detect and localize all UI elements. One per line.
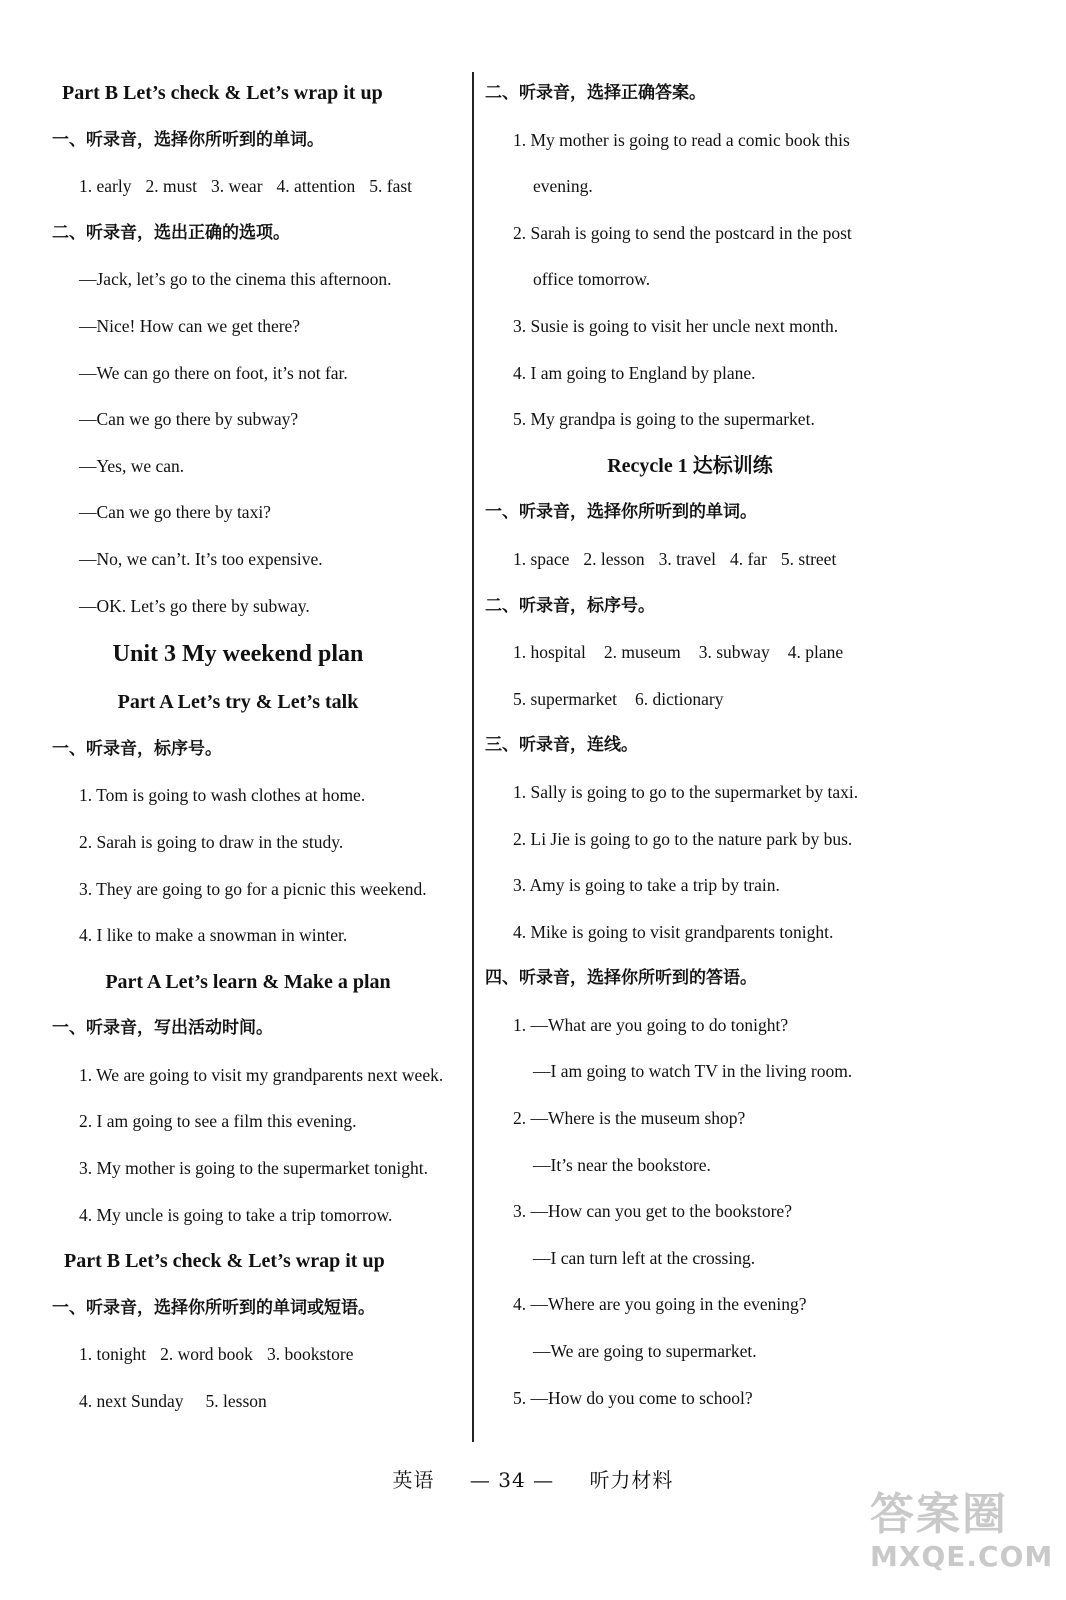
dialogue-line: 4. —Where are you going in the evening?	[513, 1294, 807, 1315]
sentence-item: 1. We are going to visit my grandparents next week.	[79, 1064, 444, 1085]
footer-label: 听力材料	[589, 1468, 674, 1492]
question-heading: 三、听录音，连线。	[485, 735, 638, 756]
section-title: Part B Let’s check & Let’s wrap it up	[62, 82, 383, 104]
dialogue-line: —Nice! How can we get there?	[79, 315, 301, 336]
dialogue-answer: —I can turn left at the crossing.	[533, 1247, 756, 1268]
section-title: Part A Let’s learn & Make a plan	[105, 970, 391, 993]
dialogue-line: —OK. Let’s go there by subway.	[79, 595, 310, 616]
word-item: 5. fast	[369, 176, 413, 197]
dialogue-answer: —It’s near the bookstore.	[533, 1154, 711, 1175]
question-heading: 一、听录音，选择你所听到的单词。	[485, 502, 757, 523]
right-column	[485, 70, 925, 1421]
dialogue-line: 1. —What are you going to do tonight?	[513, 1014, 789, 1035]
watermark-logo-icon: 答案圈	[870, 1489, 1008, 1540]
dialogue-answer: —We are going to supermarket.	[533, 1341, 757, 1362]
word-item: 1. space	[513, 548, 570, 569]
dialogue-answer: —I am going to watch TV in the living room.	[533, 1061, 853, 1082]
word-item: 1. early	[79, 176, 132, 197]
dialogue-line: —Yes, we can.	[79, 455, 185, 476]
page-number: — 34 —	[469, 1468, 555, 1492]
word-item: 1. hospital	[513, 642, 586, 663]
watermark	[870, 1488, 1054, 1588]
sentence-item: 3. Amy is going to take a trip by train.	[513, 875, 780, 896]
sentence-item: 5. My grandpa is going to the supermarket.	[513, 409, 815, 430]
question-heading: 一、听录音，写出活动时间。	[52, 1018, 273, 1039]
left-column	[52, 70, 464, 1425]
sentence-item: 1. My mother is going to read a comic book this	[513, 129, 850, 150]
question-heading: 四、听录音，选择你所听到的答语。	[485, 968, 757, 989]
sentence-item: 4. I like to make a snowman in winter.	[79, 925, 348, 946]
sentence-item: 2. I am going to see a film this evening.	[79, 1111, 357, 1132]
word-item: 3. wear	[211, 176, 263, 197]
dialogue-line: 5. —How do you come to school?	[513, 1387, 753, 1408]
sentence-item: 1. Tom is going to wash clothes at home.	[79, 785, 366, 806]
sentence-item: 2. Li Jie is going to go to the nature park by bus.	[513, 828, 853, 849]
dialogue-line: —We can go there on foot, it’s not far.	[79, 362, 348, 383]
word-list	[485, 676, 925, 723]
question-heading: 一、听录音，标序号。	[52, 738, 222, 759]
word-list	[52, 1378, 464, 1425]
question-heading: 一、听录音，选择你所听到的单词。	[52, 129, 324, 150]
word-item: 2. must	[145, 176, 198, 197]
word-item: 6. dictionary	[635, 688, 724, 709]
sentence-item: 2. Sarah is going to send the postcard in the post	[513, 222, 852, 243]
section-title: Part A Let’s try & Let’s talk	[117, 691, 359, 714]
word-list	[52, 1331, 464, 1378]
word-item: 5. street	[780, 548, 837, 569]
sentence-item: 4. Mike is going to visit grandparents tonight.	[513, 921, 834, 942]
word-item: 1. tonight	[79, 1344, 147, 1365]
word-item: 4. plane	[787, 642, 844, 663]
word-item: 5. supermarket	[513, 688, 617, 709]
question-heading: 一、听录音，选择你所听到的单词或短语。	[52, 1297, 375, 1318]
sentence-item: 4. I am going to England by plane.	[513, 362, 756, 383]
dialogue-line: —Can we go there by subway?	[79, 409, 299, 430]
word-item: 4. next Sunday	[79, 1391, 184, 1412]
sentence-item: 3. Susie is going to visit her uncle next month.	[513, 315, 839, 336]
word-list	[52, 163, 464, 210]
word-item: 3. bookstore	[266, 1344, 354, 1365]
word-item: 4. attention	[276, 176, 356, 197]
sentence-continuation: office tomorrow.	[533, 269, 651, 290]
word-item: 3. subway	[698, 642, 770, 663]
word-item: 5. lesson	[205, 1391, 267, 1412]
word-item: 2. lesson	[583, 548, 645, 569]
sentence-item: 3. They are going to go for a picnic this weekend.	[79, 878, 427, 899]
section-title: Part B Let’s check & Let’s wrap it up	[64, 1250, 385, 1273]
word-item: 3. travel	[658, 548, 716, 569]
watermark-site: MXQE.COM	[870, 1540, 1054, 1573]
dialogue-line: 2. —Where is the museum shop?	[513, 1108, 746, 1129]
sentence-item: 3. My mother is going to the supermarket tonight.	[79, 1158, 428, 1179]
word-item: 2. museum	[603, 642, 681, 663]
sentence-item: 1. Sally is going to go to the supermarket by taxi.	[513, 781, 859, 802]
word-item: 4. far	[729, 548, 767, 569]
dialogue-line: —Jack, let’s go to the cinema this afternoon.	[79, 269, 392, 290]
column-divider	[472, 72, 474, 1442]
unit-title: Unit 3 My weekend plan	[112, 641, 364, 668]
question-heading: 二、听录音，选择正确答案。	[485, 83, 706, 103]
sentence-continuation: evening.	[533, 176, 593, 197]
dialogue-line: —No, we can’t. It’s too expensive.	[79, 548, 323, 569]
dialogue-line: —Can we go there by taxi?	[79, 502, 271, 523]
sentence-item: 4. My uncle is going to take a trip tomorrow.	[79, 1204, 393, 1225]
dialogue-line: 3. —How can you get to the bookstore?	[513, 1201, 792, 1222]
question-heading: 二、听录音，选出正确的选项。	[52, 222, 290, 243]
section-title: Recycle 1 达标训练	[607, 454, 773, 477]
word-list	[485, 536, 925, 583]
word-item: 2. word book	[160, 1344, 253, 1365]
sentence-item: 2. Sarah is going to draw in the study.	[79, 831, 344, 852]
footer-subject: 英语	[392, 1468, 435, 1492]
question-heading: 二、听录音，标序号。	[485, 595, 655, 616]
word-list	[485, 629, 925, 676]
